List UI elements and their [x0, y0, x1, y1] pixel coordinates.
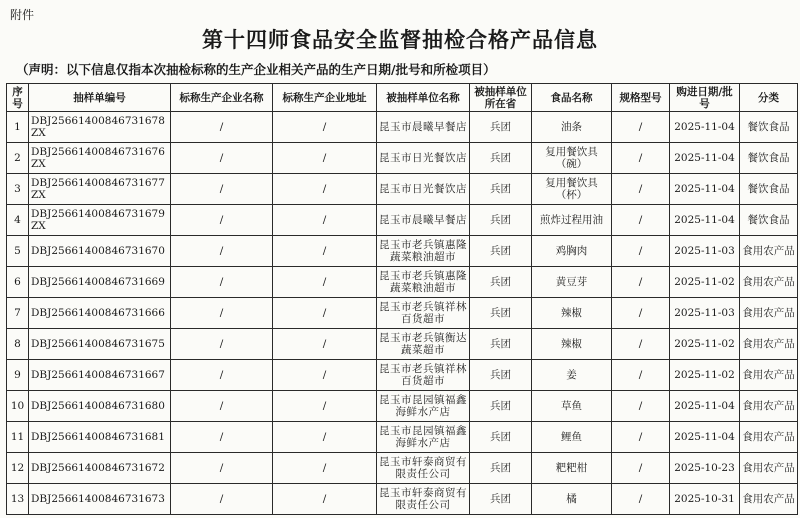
cell-spec: /	[612, 484, 670, 515]
cell-producer: /	[171, 360, 273, 391]
cell-spec: /	[612, 236, 670, 267]
cell-no: 10	[7, 391, 29, 422]
cell-food: 黄豆芽	[532, 267, 612, 298]
cell-unit: 昆玉市老兵镇惠隆蔬菜粮油超市	[377, 236, 470, 267]
table-row	[7, 174, 798, 205]
table-row	[7, 143, 798, 174]
cell-province: 兵团	[470, 267, 532, 298]
cell-producer: /	[171, 143, 273, 174]
cell-address: /	[273, 360, 377, 391]
cell-address: /	[273, 267, 377, 298]
cell-no: 11	[7, 422, 29, 453]
cell-no: 5	[7, 236, 29, 267]
cell-code: DBJ25661400846731677ZX	[29, 174, 171, 205]
cell-province: 兵团	[470, 360, 532, 391]
cell-food: 煎炸过程用油	[532, 205, 612, 236]
cell-code: DBJ25661400846731670	[29, 236, 171, 267]
cell-address: /	[273, 174, 377, 205]
cell-producer: /	[171, 112, 273, 143]
cell-no: 3	[7, 174, 29, 205]
cell-category: 餐饮食品	[740, 143, 798, 174]
cell-address: /	[273, 112, 377, 143]
cell-address: /	[273, 205, 377, 236]
cell-category: 食用农产品	[740, 484, 798, 515]
cell-unit: 昆玉市昆园镇福鑫海鲜水产店	[377, 422, 470, 453]
cell-food: 鸡胸肉	[532, 236, 612, 267]
cell-category: 餐饮食品	[740, 205, 798, 236]
cell-date: 2025-11-04	[670, 422, 740, 453]
cell-address: /	[273, 453, 377, 484]
cell-address: /	[273, 484, 377, 515]
cell-food: 草鱼	[532, 391, 612, 422]
cell-food: 油条	[532, 112, 612, 143]
cell-producer: /	[171, 422, 273, 453]
cell-no: 7	[7, 298, 29, 329]
table-row	[7, 267, 798, 298]
cell-no: 2	[7, 143, 29, 174]
cell-province: 兵团	[470, 174, 532, 205]
cell-province: 兵团	[470, 453, 532, 484]
cell-producer: /	[171, 236, 273, 267]
cell-date: 2025-11-02	[670, 360, 740, 391]
cell-code: DBJ25661400846731676ZX	[29, 143, 171, 174]
table-row	[7, 329, 798, 360]
cell-producer: /	[171, 205, 273, 236]
cell-no: 1	[7, 112, 29, 143]
cell-date: 2025-11-02	[670, 267, 740, 298]
cell-date: 2025-11-04	[670, 205, 740, 236]
cell-category: 食用农产品	[740, 360, 798, 391]
cell-date: 2025-11-04	[670, 112, 740, 143]
table-header-row	[7, 84, 798, 112]
cell-unit: 昆玉市昆园镇福鑫海鲜水产店	[377, 391, 470, 422]
cell-address: /	[273, 143, 377, 174]
cell-address: /	[273, 391, 377, 422]
cell-province: 兵团	[470, 298, 532, 329]
cell-spec: /	[612, 391, 670, 422]
cell-address: /	[273, 236, 377, 267]
cell-food: 姜	[532, 360, 612, 391]
table-row	[7, 236, 798, 267]
cell-province: 兵团	[470, 143, 532, 174]
cell-code: DBJ25661400846731681	[29, 422, 171, 453]
cell-category: 食用农产品	[740, 329, 798, 360]
header-category: 分类	[740, 84, 798, 112]
cell-category: 餐饮食品	[740, 112, 798, 143]
table-row	[7, 298, 798, 329]
table-row	[7, 484, 798, 515]
cell-food: 粑粑柑	[532, 453, 612, 484]
cell-spec: /	[612, 112, 670, 143]
cell-unit: 昆玉市轩泰商贸有限责任公司	[377, 484, 470, 515]
cell-food: 辣椒	[532, 329, 612, 360]
header-address: 标称生产企业地址	[273, 84, 377, 112]
cell-no: 12	[7, 453, 29, 484]
cell-date: 2025-10-31	[670, 484, 740, 515]
cell-unit: 昆玉市老兵镇祥林百货超市	[377, 298, 470, 329]
cell-spec: /	[612, 174, 670, 205]
cell-spec: /	[612, 298, 670, 329]
cell-producer: /	[171, 484, 273, 515]
cell-no: 6	[7, 267, 29, 298]
cell-province: 兵团	[470, 236, 532, 267]
cell-unit: 昆玉市日光餐饮店	[377, 143, 470, 174]
header-no: 序号	[7, 84, 29, 112]
cell-category: 餐饮食品	[740, 174, 798, 205]
cell-spec: /	[612, 267, 670, 298]
cell-category: 食用农产品	[740, 267, 798, 298]
cell-food: 橘	[532, 484, 612, 515]
table-row	[7, 112, 798, 143]
cell-category: 食用农产品	[740, 453, 798, 484]
cell-no: 4	[7, 205, 29, 236]
cell-address: /	[273, 422, 377, 453]
cell-code: DBJ25661400846731669	[29, 267, 171, 298]
cell-code: DBJ25661400846731680	[29, 391, 171, 422]
cell-province: 兵团	[470, 484, 532, 515]
cell-food: 鲤鱼	[532, 422, 612, 453]
cell-unit: 昆玉市老兵镇衡达蔬菜超市	[377, 329, 470, 360]
header-code: 抽样单编号	[29, 84, 171, 112]
cell-date: 2025-10-23	[670, 453, 740, 484]
cell-no: 13	[7, 484, 29, 515]
cell-province: 兵团	[470, 205, 532, 236]
cell-code: DBJ25661400846731673	[29, 484, 171, 515]
cell-province: 兵团	[470, 422, 532, 453]
cell-spec: /	[612, 422, 670, 453]
cell-spec: /	[612, 329, 670, 360]
inspection-table	[6, 83, 798, 515]
cell-date: 2025-11-02	[670, 329, 740, 360]
cell-producer: /	[171, 298, 273, 329]
cell-no: 8	[7, 329, 29, 360]
cell-category: 食用农产品	[740, 298, 798, 329]
cell-date: 2025-11-04	[670, 174, 740, 205]
cell-category: 食用农产品	[740, 422, 798, 453]
cell-no: 9	[7, 360, 29, 391]
cell-food: 复用餐饮具（碗）	[532, 143, 612, 174]
cell-unit: 昆玉市老兵镇惠隆蔬菜粮油超市	[377, 267, 470, 298]
cell-category: 食用农产品	[740, 391, 798, 422]
table-row	[7, 453, 798, 484]
cell-unit: 昆玉市日光餐饮店	[377, 174, 470, 205]
cell-address: /	[273, 298, 377, 329]
header-food: 食品名称	[532, 84, 612, 112]
cell-spec: /	[612, 453, 670, 484]
cell-address: /	[273, 329, 377, 360]
cell-food: 辣椒	[532, 298, 612, 329]
header-producer: 标称生产企业名称	[171, 84, 273, 112]
cell-unit: 昆玉市晨曦早餐店	[377, 205, 470, 236]
table-row	[7, 422, 798, 453]
page-title: 第十四师食品安全监督抽检合格产品信息	[202, 27, 598, 52]
cell-date: 2025-11-03	[670, 298, 740, 329]
cell-date: 2025-11-04	[670, 391, 740, 422]
cell-code: DBJ25661400846731679ZX	[29, 205, 171, 236]
cell-province: 兵团	[470, 329, 532, 360]
cell-code: DBJ25661400846731675	[29, 329, 171, 360]
cell-code: DBJ25661400846731666	[29, 298, 171, 329]
cell-code: DBJ25661400846731672	[29, 453, 171, 484]
cell-spec: /	[612, 205, 670, 236]
header-spec: 规格型号	[612, 84, 670, 112]
cell-producer: /	[171, 267, 273, 298]
cell-producer: /	[171, 391, 273, 422]
cell-category: 食用农产品	[740, 236, 798, 267]
header-province: 被抽样单位所在省	[470, 84, 532, 112]
cell-code: DBJ25661400846731678ZX	[29, 112, 171, 143]
cell-producer: /	[171, 453, 273, 484]
cell-unit: 昆玉市晨曦早餐店	[377, 112, 470, 143]
cell-unit: 昆玉市轩泰商贸有限责任公司	[377, 453, 470, 484]
cell-date: 2025-11-04	[670, 143, 740, 174]
cell-spec: /	[612, 143, 670, 174]
table-row	[7, 205, 798, 236]
attachment-label: 附件	[10, 8, 35, 22]
header-unit: 被抽样单位名称	[377, 84, 470, 112]
cell-producer: /	[171, 329, 273, 360]
cell-producer: /	[171, 174, 273, 205]
cell-unit: 昆玉市老兵镇祥林百货超市	[377, 360, 470, 391]
cell-spec: /	[612, 360, 670, 391]
cell-date: 2025-11-03	[670, 236, 740, 267]
table-row	[7, 360, 798, 391]
cell-province: 兵团	[470, 391, 532, 422]
disclaimer-note: （声明：以下信息仅指本次抽检标称的生产企业相关产品的生产日期/批号和所检项目）	[16, 62, 496, 77]
table-row	[7, 391, 798, 422]
cell-province: 兵团	[470, 112, 532, 143]
cell-food: 复用餐饮具（杯）	[532, 174, 612, 205]
header-date: 购进日期/批号	[670, 84, 740, 112]
cell-code: DBJ25661400846731667	[29, 360, 171, 391]
